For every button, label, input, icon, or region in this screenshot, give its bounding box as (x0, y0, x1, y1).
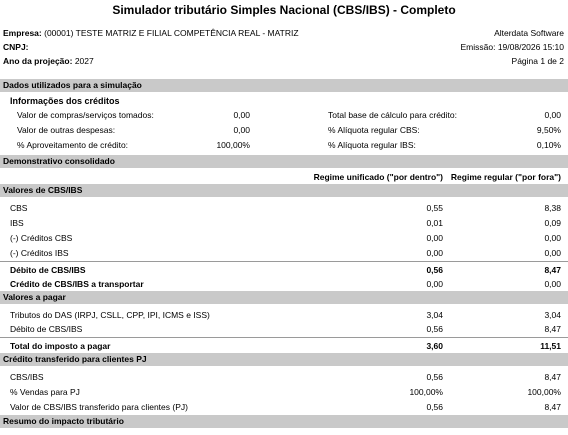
ano-label: Ano da projeção: (3, 56, 73, 66)
dados-right-label-2: % Alíquota regular IBS: (328, 140, 416, 150)
debito-row-regular: 8,47 (544, 265, 561, 275)
cbs-row-unificado: 0,55 (426, 203, 443, 213)
dados-left-value-1: 0,00 (233, 125, 250, 135)
creditos-cbs-row-regular: 0,00 (544, 233, 561, 243)
pj-vendas-regular: 100,00% (527, 387, 561, 397)
col-header-regular: Regime regular ("por fora") (450, 172, 561, 182)
section-resumo: Resumo do impacto tributário (0, 415, 568, 428)
creditos-subtitle: Informações dos créditos (10, 96, 120, 106)
pj-transferido-regular: 8,47 (544, 402, 561, 412)
debito-pagar-row-unificado: 0,56 (426, 324, 443, 334)
pj-cbs-ibs-regular: 8,47 (544, 372, 561, 382)
das-row-regular: 3,04 (544, 310, 561, 320)
cbs-row-label: CBS (10, 203, 28, 213)
pj-cbs-ibs-label: CBS/IBS (10, 372, 44, 382)
col-header-unificado: Regime unificado ("por dentro") (313, 172, 443, 182)
pj-vendas-label: % Vendas para PJ (10, 387, 80, 397)
das-row-label: Tributos do DAS (IRPJ, CSLL, CPP, IPI, ICMS e ISS) (10, 310, 210, 320)
debito-pagar-row-label: Débito de CBS/IBS (10, 324, 83, 334)
ibs-row-label: IBS (10, 218, 24, 228)
creditos-cbs-row-unificado: 0,00 (426, 233, 443, 243)
debito-pagar-row-regular: 8,47 (544, 324, 561, 334)
ibs-row-regular: 0,09 (544, 218, 561, 228)
total-row-unificado: 3,60 (426, 341, 443, 351)
section-credito-pj: Crédito transferido para clientes PJ (0, 353, 568, 366)
ano-line (3, 56, 94, 66)
empresa-line (3, 28, 299, 38)
das-row-unificado: 3,04 (426, 310, 443, 320)
dados-right-value-2: 0,10% (536, 140, 561, 150)
section-valores-cbs-ibs: Valores de CBS/IBS (0, 184, 568, 197)
creditos-cbs-row-label: (-) Créditos CBS (10, 233, 73, 243)
divider (0, 261, 568, 262)
debito-row-unificado: 0,56 (426, 265, 443, 275)
cbs-row-regular: 8,38 (544, 203, 561, 213)
credito-transportar-unificado: 0,00 (426, 279, 443, 289)
debito-row-label: Débito de CBS/IBS (10, 265, 86, 275)
empresa-value: (00001) TESTE MATRIZ E FILIAL COMPETÊNCIA REAL - MATRIZ (44, 28, 299, 38)
creditos-ibs-row-unificado: 0,00 (426, 248, 443, 258)
credito-transportar-regular: 0,00 (544, 279, 561, 289)
ano-value: 2027 (74, 56, 94, 66)
section-demonstrativo: Demonstrativo consolidado (0, 155, 568, 168)
dados-left-value-2: 100,00% (216, 140, 250, 150)
dados-right-label-1: % Alíquota regular CBS: (328, 125, 420, 135)
dados-right-label-0: Total base de cálculo para crédito: (328, 110, 457, 120)
empresa-label: Empresa: (3, 28, 42, 38)
total-row-label: Total do imposto a pagar (10, 341, 111, 351)
pj-cbs-ibs-unificado: 0,56 (426, 372, 443, 382)
ibs-row-unificado: 0,01 (426, 218, 443, 228)
report-title: Simulador tributário Simples Nacional (CBS/IBS) - Completo (112, 3, 456, 17)
pj-transferido-unificado: 0,56 (426, 402, 443, 412)
cnpj-label: CNPJ: (3, 42, 29, 52)
dados-left-value-0: 0,00 (233, 110, 250, 120)
creditos-ibs-row-label: (-) Créditos IBS (10, 248, 69, 258)
pj-transferido-label: Valor de CBS/IBS transferido para clientes (PJ) (10, 402, 188, 412)
dados-left-label-2: % Aproveitamento de crédito: (17, 140, 129, 150)
software-name: Alterdata Software (494, 28, 564, 38)
dados-right-value-0: 0,00 (544, 110, 561, 120)
total-row-regular: 11,51 (540, 341, 561, 351)
dados-left-label-1: Valor de outras despesas: (17, 125, 116, 135)
emissao-date: Emissão: 19/08/2026 15:10 (460, 42, 564, 52)
divider (0, 337, 568, 338)
pj-vendas-unificado: 100,00% (409, 387, 443, 397)
dados-right-value-1: 9,50% (536, 125, 561, 135)
section-valores-pagar: Valores a pagar (0, 291, 568, 304)
credito-transportar-label: Crédito de CBS/IBS a transportar (10, 279, 144, 289)
section-dados: Dados utilizados para a simulação (0, 79, 568, 92)
creditos-ibs-row-regular: 0,00 (544, 248, 561, 258)
page-number: Página 1 de 2 (511, 56, 564, 66)
dados-left-label-0: Valor de compras/serviços tomados: (17, 110, 154, 120)
